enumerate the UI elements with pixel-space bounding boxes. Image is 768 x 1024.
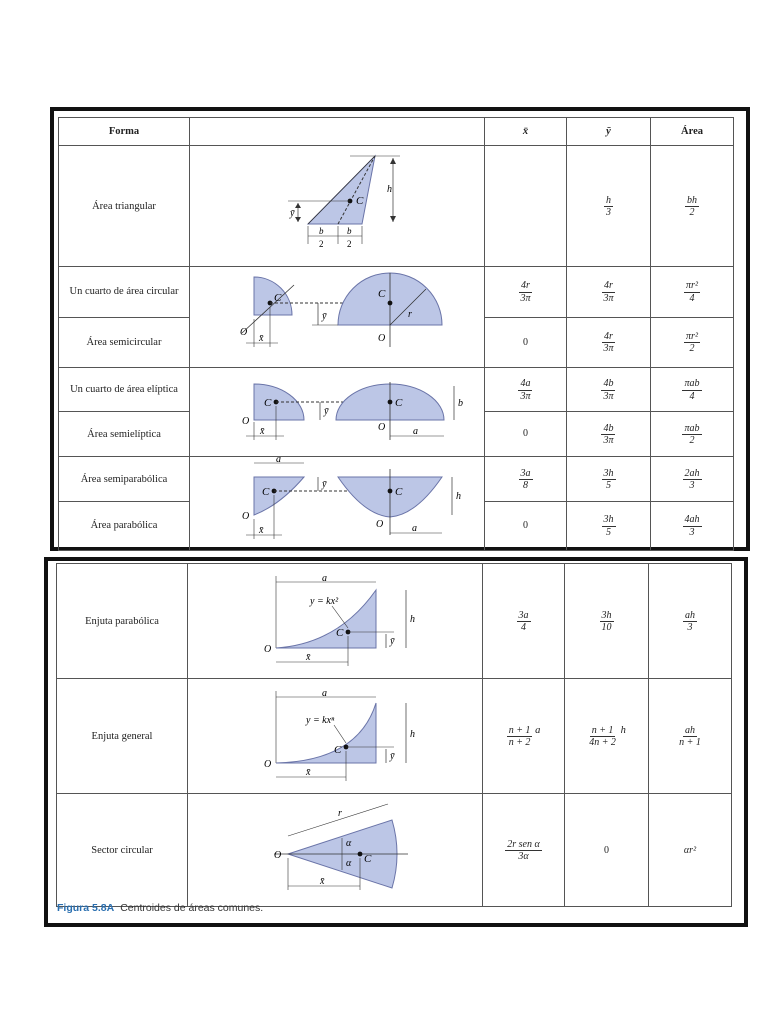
header-xbar: x̄: [485, 118, 567, 146]
label-b-half: b: [347, 226, 352, 236]
shape-name: Un cuarto de área circular: [59, 267, 190, 318]
svg-text:a: a: [412, 523, 417, 535]
area-cell: $\frac{ah}{n + 1}$: [649, 679, 732, 794]
shape-name: Un cuarto de área elíptica: [59, 368, 190, 412]
header-shape: Forma: [59, 118, 190, 146]
figure-number: Figura 5.8A: [57, 902, 115, 914]
sector-diagram-cell: [188, 794, 483, 907]
table-row: [59, 146, 734, 267]
svg-text:h: h: [456, 491, 461, 503]
svg-text:y = kxⁿ: y = kxⁿ: [306, 715, 335, 727]
xbar-cell: 0: [485, 411, 567, 457]
svg-text:O: O: [378, 333, 386, 345]
svg-text:ȳ: ȳ: [390, 751, 395, 763]
label-c: C: [356, 195, 364, 207]
svg-text:b: b: [458, 398, 463, 410]
table-frame-top: [50, 107, 750, 551]
svg-text:ȳ: ȳ: [322, 479, 327, 491]
svg-text:C: C: [378, 288, 386, 301]
svg-text:O: O: [264, 644, 272, 655]
elliptical-diagram: [190, 368, 484, 452]
svg-text:r: r: [408, 309, 412, 321]
svg-text:C: C: [336, 627, 344, 639]
shape-name: Área semielíptica: [59, 411, 190, 457]
svg-text:C: C: [262, 486, 270, 499]
svg-text:O: O: [242, 416, 250, 428]
ybar-cell: 0: [565, 794, 649, 907]
area-cell: $\frac{bh}{2}$: [651, 146, 734, 267]
circle-diagram-cell: [190, 267, 485, 368]
ybar-cell: $\frac{3h}{5}$: [567, 501, 651, 550]
table-row: [59, 267, 734, 318]
shape-name: Enjuta parabólica: [57, 564, 188, 679]
xbar-cell: $\frac{3a}{4}$: [483, 564, 565, 679]
svg-text:α: α: [346, 858, 352, 870]
svg-text:O: O: [376, 519, 384, 531]
table-row: [59, 368, 734, 412]
svg-text:C: C: [334, 744, 342, 757]
general-spandrel-diagram-cell: [188, 679, 483, 794]
ybar-cell: $\frac{4b}{3\pi}$: [567, 411, 651, 457]
svg-text:O: O: [242, 511, 250, 523]
triangle-diagram-cell: [190, 146, 485, 267]
area-cell: $\frac{ah}{3}$: [649, 564, 732, 679]
svg-text:O: O: [264, 759, 272, 771]
table-row: [57, 679, 732, 794]
ybar-cell: $\frac{4r}{3\pi}$: [567, 267, 651, 318]
svg-text:x̄: x̄: [259, 333, 264, 345]
parabolic-diagram: [190, 457, 484, 545]
svg-text:α: α: [346, 838, 352, 850]
general-spandrel-diagram: [188, 679, 482, 789]
svg-text:a: a: [276, 457, 281, 466]
area-cell: $\frac{\text{πab}}{2}$: [651, 411, 734, 457]
xbar-cell: $\frac{3a}{8}$: [485, 457, 567, 502]
shape-name: Área triangular: [59, 146, 190, 267]
label-ybar: ȳ: [290, 208, 295, 219]
label-b-half: b: [319, 226, 324, 236]
label-two: 2: [319, 239, 324, 249]
svg-text:O: O: [378, 422, 386, 434]
label-h: h: [387, 184, 392, 195]
header-area: Área: [651, 118, 734, 146]
ybar-cell: $\frac{4r}{3\pi}$: [567, 317, 651, 368]
ybar-cell: $\frac{3h}{10}$: [565, 564, 649, 679]
parabolic-spandrel-diagram: [188, 564, 482, 674]
svg-text:a: a: [322, 573, 327, 584]
ellipse-diagram-cell: [190, 368, 485, 457]
xbar-cell: $\frac{4r}{3\pi}$: [485, 267, 567, 318]
svg-text:O: O: [274, 850, 282, 862]
svg-text:h: h: [410, 729, 415, 741]
svg-text:a: a: [413, 426, 418, 438]
triangle-diagram: [190, 146, 484, 262]
ybar-cell: $\frac{4b}{3\pi}$: [567, 368, 651, 412]
spandrel-diagram-cell: [188, 564, 483, 679]
svg-text:a: a: [322, 688, 327, 700]
svg-text:ȳ: ȳ: [322, 311, 327, 323]
circular-sector-diagram: [188, 794, 482, 902]
area-cell: $\frac{4ah}{3}$: [651, 501, 734, 550]
header-row: [59, 118, 734, 146]
ybar-cell: $\frac{h}{3}$: [567, 146, 651, 267]
area-cell: $\frac{\text{πab}}{4}$: [651, 368, 734, 412]
svg-text:x̄: x̄: [306, 767, 311, 779]
xbar-cell: $\frac{n + 1}{n + 2}$ a: [483, 679, 565, 794]
table-frame-bottom: [44, 557, 748, 927]
area-cell: $\frac{\text{πr²}}{2}$: [651, 317, 734, 368]
svg-text:C: C: [364, 853, 372, 866]
shape-name: Área semiparabólica: [59, 457, 190, 502]
header-ybar: ȳ: [567, 118, 651, 146]
label-two: 2: [347, 239, 352, 249]
shape-name: Área semicircular: [59, 317, 190, 368]
table-row: [57, 794, 732, 907]
area-cell: αr²: [649, 794, 732, 907]
centroid-table-bottom: [56, 563, 732, 907]
svg-text:x̄: x̄: [306, 652, 311, 663]
xbar-cell: 0: [485, 501, 567, 550]
svg-text:x̄: x̄: [260, 426, 265, 438]
figure-caption: [57, 902, 263, 914]
svg-text:x̄: x̄: [320, 876, 325, 888]
xbar-cell: $\frac{4a}{3\pi}$: [485, 368, 567, 412]
ybar-cell: $\frac{n + 1}{4n + 2}$ h: [565, 679, 649, 794]
svg-text:C: C: [395, 397, 403, 410]
circular-diagram: [190, 267, 484, 363]
shape-name: Área parabólica: [59, 501, 190, 550]
parabolic-diagram-cell: [190, 457, 485, 550]
svg-text:r: r: [338, 808, 342, 820]
ybar-cell: $\frac{3h}{5}$: [567, 457, 651, 502]
svg-text:C: C: [274, 292, 282, 305]
xbar-cell: [485, 146, 567, 267]
svg-text:ȳ: ȳ: [390, 636, 395, 647]
area-cell: $\frac{2ah}{3}$: [651, 457, 734, 502]
shape-name: Sector circular: [57, 794, 188, 907]
shape-name: Enjuta general: [57, 679, 188, 794]
table-row: [57, 564, 732, 679]
centroid-table-top: [58, 117, 734, 551]
xbar-cell: 0: [485, 317, 567, 368]
area-cell: $\frac{\text{πr²}}{4}$: [651, 267, 734, 318]
svg-text:C: C: [264, 397, 272, 410]
svg-text:ȳ: ȳ: [324, 406, 329, 418]
xbar-cell: $\frac{\text{2r sen α}}{3\alpha}$: [483, 794, 565, 907]
svg-text:y = kx²: y = kx²: [310, 596, 339, 607]
svg-text:x̄: x̄: [259, 525, 264, 537]
svg-text:C: C: [395, 486, 403, 499]
table-row: [59, 457, 734, 502]
figure-caption-text: Centroides de áreas comunes.: [120, 902, 264, 914]
label-o: O: [240, 327, 248, 339]
svg-text:h: h: [410, 614, 415, 625]
